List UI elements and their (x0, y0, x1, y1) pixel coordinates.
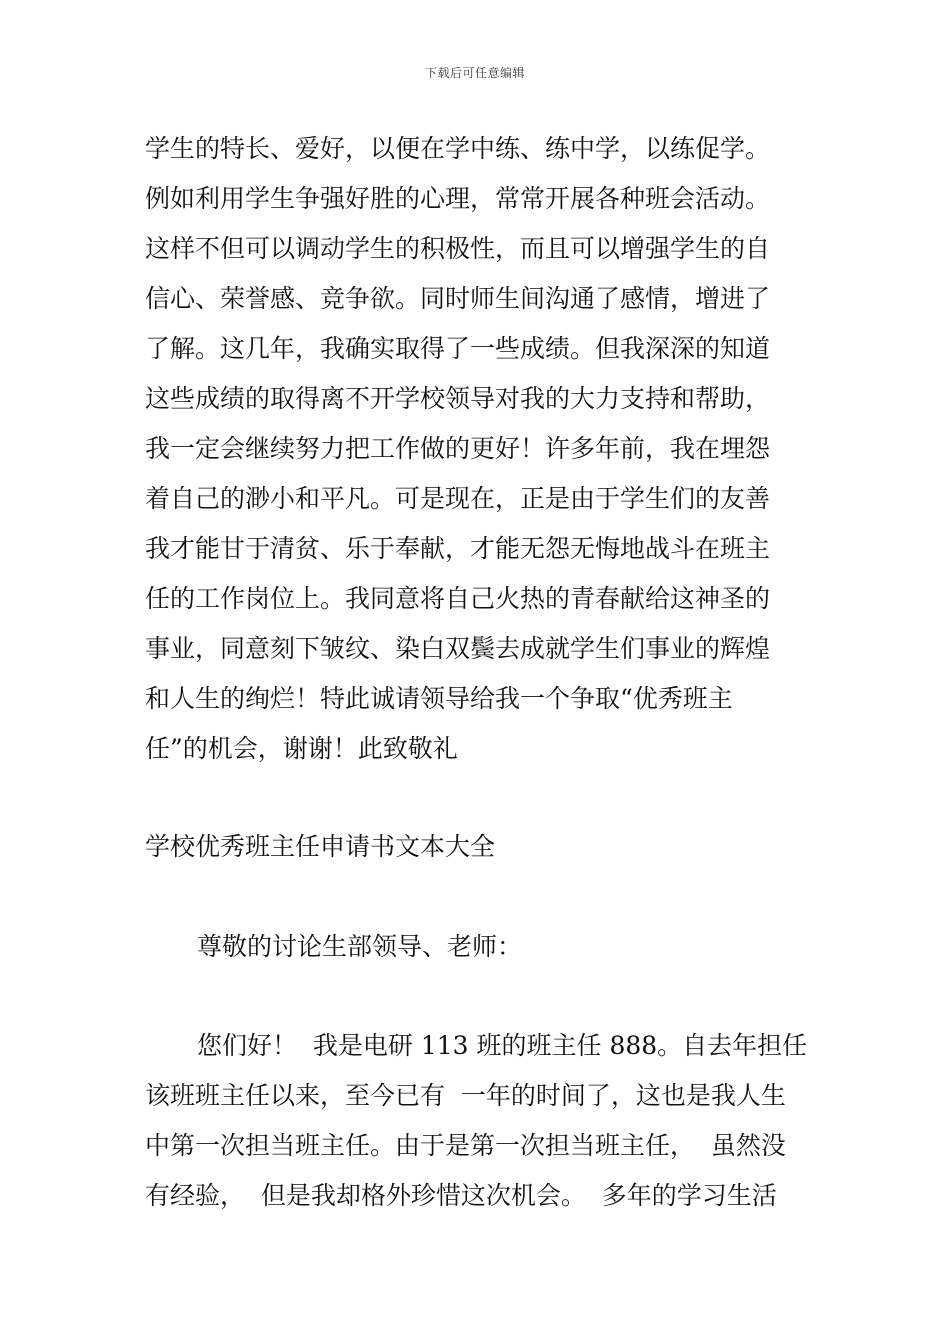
paragraph-line: 学生的特长、爱好，以便在学中练、练中学，以练促学。 (145, 134, 771, 163)
paragraph-line: 您们好！ 我是电研 113 班的班主任 888。自去年担任 (197, 1031, 808, 1060)
paragraph-line: 该班班主任以来，至今已有 一年的时间了，这也是我人生 (145, 1081, 786, 1110)
paragraph-line: 我才能甘于清贫、乐于奉献，才能无怨无悔地战斗在班主 (145, 534, 771, 563)
paragraph-line: 和人生的绚烂！特此诚请领导给我一个争取“优秀班主 (145, 684, 733, 713)
greeting: 尊敬的讨论生部领导、老师： (197, 932, 523, 961)
paragraph-line: 这些成绩的取得离不开学校领导对我的大力支持和帮助， (145, 384, 771, 413)
paragraph-line: 我一定会继续努力把工作做的更好！许多年前，我在埋怨 (145, 434, 771, 463)
paragraph-line: 事业，同意刻下皱纹、染白双鬓去成就学生们事业的辉煌 (145, 634, 771, 663)
paragraph-line: 有经验， 但是我却格外珍惜这次机会。 多年的学习生活 (145, 1181, 777, 1210)
paragraph-line: 任的工作岗位上。我同意将自己火热的青春献给这神圣的 (145, 584, 771, 613)
paragraph-line: 中第一次担当班主任。由于是第一次担当班主任， 虽然没 (145, 1131, 786, 1160)
paragraph-line: 着自己的渺小和平凡。可是现在，正是由于学生们的友善 (145, 484, 771, 513)
paragraph-line: 这样不但可以调动学生的积极性，而且可以增强学生的自 (145, 234, 771, 263)
paragraph-line: 例如利用学生争强好胜的心理，常常开展各种班会活动。 (145, 184, 771, 213)
section-title: 学校优秀班主任申请书文本大全 (145, 832, 496, 861)
page-header: 下载后可任意编辑 (424, 66, 525, 80)
paragraph-line: 了解。这几年，我确实取得了一些成绩。但我深深的知道 (145, 334, 771, 363)
paragraph-line: 信心、荣誉感、竞争欲。同时师生间沟通了感情，增进了 (145, 284, 771, 313)
paragraph-line: 任”的机会，谢谢！此致敬礼 (145, 734, 458, 763)
